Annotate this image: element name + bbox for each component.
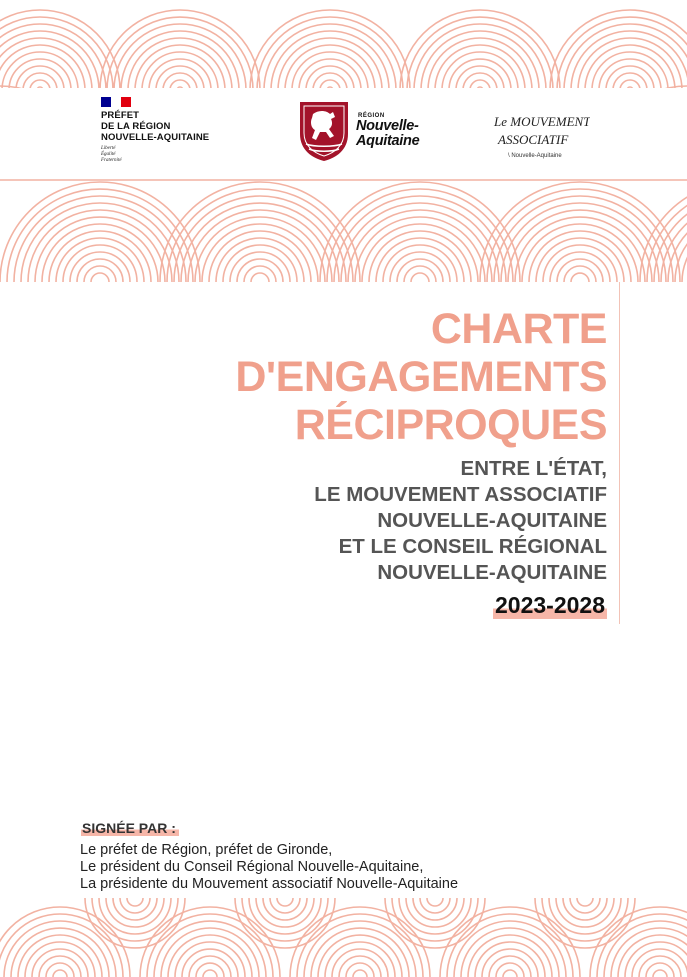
pattern-arc <box>63 245 137 282</box>
pattern-arc <box>25 942 95 977</box>
subtitle-line: LE MOUVEMENT ASSOCIATIF <box>314 483 607 506</box>
signatory-line: Le préfet de Région, préfet de Gironde, <box>80 842 333 858</box>
svg-text:Le MOUVEMENT: Le MOUVEMENT <box>494 114 590 129</box>
signatories-list <box>80 842 458 893</box>
region-name: Nouvelle- <box>356 118 419 134</box>
pattern-arc <box>475 942 545 977</box>
subtitle-line: ET LE CONSEIL RÉGIONAL <box>338 535 607 558</box>
pattern-arc <box>189 956 231 977</box>
pattern-arc <box>411 273 429 282</box>
pattern-arc <box>427 898 443 906</box>
pattern-arc <box>682 224 687 282</box>
pattern-arc <box>383 245 457 282</box>
pattern-arc <box>181 203 339 282</box>
region-name: Aquitaine <box>356 133 420 149</box>
pattern-arc <box>390 252 450 282</box>
pattern-arc <box>404 266 436 282</box>
subtitle-line: ENTRE L'ÉTAT, <box>460 457 607 480</box>
pattern-arc <box>339 956 381 977</box>
pattern-arc <box>142 52 218 90</box>
signatory-line: Le président du Conseil Régional Nouvelle-Aquitaine, <box>80 859 424 875</box>
pattern-arc <box>400 10 560 90</box>
pattern-arc <box>442 52 518 90</box>
pattern-arc <box>175 942 245 977</box>
mouvement-subtitle: \ Nouvelle-Aquitaine <box>508 153 562 159</box>
pattern-arc <box>127 898 143 906</box>
pattern-arc <box>640 182 687 282</box>
pattern-arc <box>577 898 593 906</box>
document-title <box>235 305 607 449</box>
pattern-arc <box>571 31 687 90</box>
pattern-arc <box>84 266 116 282</box>
svg-text:ASSOCIATIF: ASSOCIATIF <box>498 132 569 147</box>
lion-shield-icon <box>298 100 350 162</box>
pattern-arc <box>2 52 78 90</box>
mouvement-associatif-logo <box>490 100 600 159</box>
pattern-arc <box>489 956 531 977</box>
title-line: D'ENGAGEMENTS <box>235 353 607 401</box>
logo-band <box>0 88 687 176</box>
subtitle-line: NOUVELLE-AQUITAINE <box>377 509 607 532</box>
prefet-line: NOUVELLE-AQUITAINE <box>101 132 210 143</box>
pattern-arc <box>100 10 260 90</box>
pattern-arc <box>675 217 687 282</box>
document-subtitle <box>314 456 607 586</box>
pattern-arc <box>325 942 395 977</box>
pattern-arc <box>244 266 276 282</box>
title-line: RÉCIPROQUES <box>294 401 607 449</box>
marianne-flag-icon <box>101 97 131 107</box>
region-label: RÉGION <box>358 113 385 119</box>
pattern-arc <box>53 970 67 977</box>
prefet-line: PRÉFET <box>101 110 140 121</box>
pattern-arc <box>39 956 81 977</box>
republic-motto: Liberté Égalité Fraternité <box>101 146 122 163</box>
mouvement-associatif-wordmark <box>490 100 590 152</box>
pattern-arc <box>21 203 179 282</box>
pattern-arc <box>599 59 661 90</box>
region-logo <box>298 100 419 162</box>
pattern-arc <box>341 203 499 282</box>
pattern-arc <box>501 203 659 282</box>
pattern-arc <box>9 59 71 90</box>
pattern-arc <box>292 52 368 90</box>
pattern-arc <box>503 970 517 977</box>
signatories-label: SIGNÉE PAR : <box>81 820 179 836</box>
pattern-arc <box>251 273 269 282</box>
decorative-pattern-bottom <box>0 898 687 977</box>
pattern-arc <box>449 59 511 90</box>
period-years: 2023-2028 <box>495 592 605 618</box>
pattern-arc <box>70 252 130 282</box>
pattern-arc <box>353 970 367 977</box>
signatory-line: La présidente du Mouvement associatif Nouvelle-Aquitaine <box>80 876 459 892</box>
pattern-arc <box>550 252 610 282</box>
pattern-arc <box>149 59 211 90</box>
pattern-arc <box>230 252 290 282</box>
subtitle-line: NOUVELLE-AQUITAINE <box>377 561 607 584</box>
pattern-arc <box>271 31 389 90</box>
pattern-arc <box>639 956 681 977</box>
pattern-arc <box>91 273 109 282</box>
pattern-arc <box>618 935 687 977</box>
pattern-arc <box>592 52 668 90</box>
pattern-arc <box>203 970 217 977</box>
pattern-arc <box>277 898 293 906</box>
pattern-arc <box>571 273 589 282</box>
pattern-arc <box>223 245 297 282</box>
pattern-arc <box>421 31 539 90</box>
pattern-arc <box>564 266 596 282</box>
pattern-arc <box>543 245 617 282</box>
prefet-line: DE LA RÉGION <box>101 121 171 132</box>
title-line: CHARTE <box>430 305 607 353</box>
pattern-arc <box>299 59 361 90</box>
frame-divider <box>619 282 620 624</box>
pattern-arc <box>250 10 410 90</box>
pattern-arc <box>653 970 667 977</box>
pattern-arc <box>121 31 239 90</box>
prefet-logo <box>101 97 209 164</box>
